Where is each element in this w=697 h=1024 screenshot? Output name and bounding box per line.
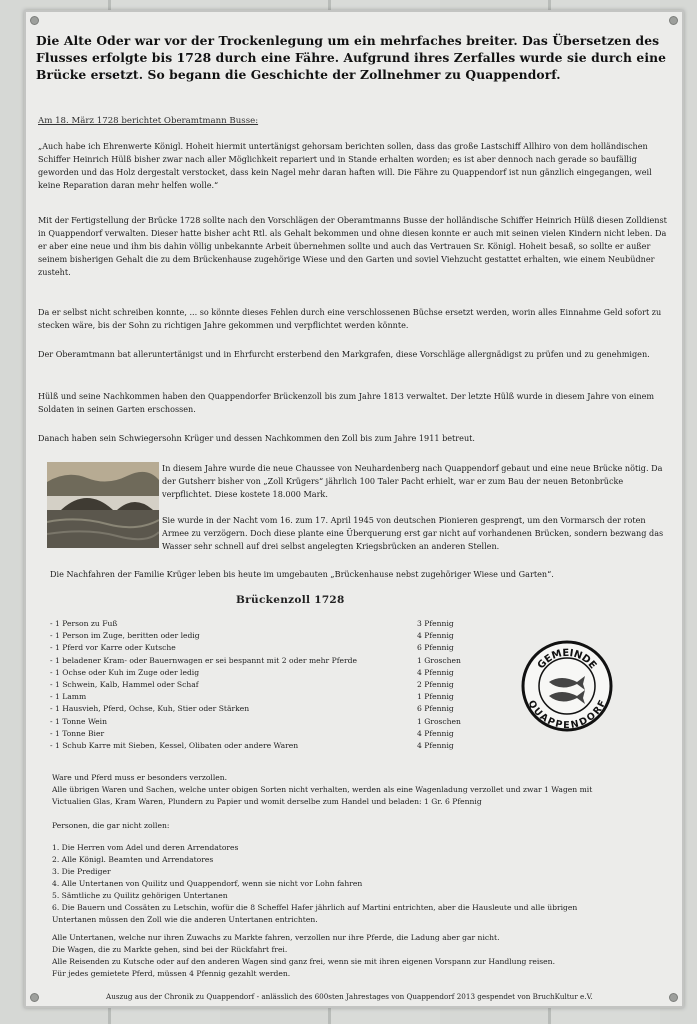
quote-paragraph: „Auch habe ich Ehrenwerte Königl. Hoheit hiermit untertänigst gehorsam berichten sollen, dass das große Lastschiff Allhiro von dem holländischen Schiffer Heinrich Hülß bisher zwar nach aller Möglichkeit repariert und in Stande erhalten worden; es ist aber dennoch nach gerade so baufällig geworden und das Holz dergestalt verstocket, dass kein Nagel mehr daran haften will. Die Fähre zu Quappendorf ist nun gänzlich eingegangen, weil keine Reparation daran mehr helfen wolle.“	[38, 141, 652, 190]
toll-row: - 1 Lamm 1 Pfennig	[50, 692, 454, 702]
screw-icon	[30, 993, 39, 1002]
photo-paragraph: In diesem Jahre wurde die neue Chaussee von Neuhardenberg nach Quappendorf gebaut und eine neue Brücke nötig. Da der Gutsherr bisher von „Zoll Krügers“ jährlich 100 Taler Pacht erhielt, war er zum Bau der neuen Betonbrücke verpflichtet. Diese kostete 18.000 Mark.	[162, 463, 663, 499]
history-paragraph: Mit der Fertigstellung der Brücke 1728 sollte nach den Vorschlägen der Oberamtmanns Busse der holländische Schiffer Heinrich Hülß diesen Zolldienst in Quappendorf verwalten. Dieser hatte bisher acht Rtl. als Gehalt bekommen und ohne diesen konnte er auch mit seinen vielen Kindern nicht leben. Da er aber eine neue und ihm bis dahin völlig unbekannte Arbeit übernehmen sollte und auch das Vertrauen Sr. Königl. Hoheit besaß, so sollte er außer seinem bisherigen Gehalt die zu dem Brückenhause zugehörige Wiese und den Garten und soviel Viehzucht gestattet erhalten, wie einem Neubüdner zusteht.	[38, 215, 667, 277]
closing-rules: Alle Untertanen, welche nur ihren Zuwachs zu Markte fahren, verzollen nur ihre Pferde, die Ladung aber gar nicht. Die Wagen, die zu Markte gehen, sind bei der Rückfahrt frei. Alle Reisenden zu Kutsche oder auf den anderen Wagen sind ganz frei, wenn sie mit ihren eigenen Vorspann zur Handlung reisen. Für jedes gemietete Pferd, müssen 4 Pfennig gezahlt werden.	[52, 933, 555, 978]
toll-row: - 1 Schub Karre mit Sieben, Kessel, Olibaten oder andere Waren 4 Pfennig	[50, 741, 454, 751]
history-paragraph: Danach haben sein Schwiegersohn Krüger und dessen Nachkommen den Zoll bis zum Jahre 1911 betreut.	[38, 433, 476, 443]
toll-row: - 1 Schwein, Kalb, Hammel oder Schaf 2 Pfennig	[50, 680, 454, 690]
toll-row: - 1 Person zu Fuß 3 Pfennig	[50, 619, 454, 628]
photo-paragraph: Sie wurde in der Nacht vom 16. zum 17. April 1945 von deutschen Pionieren gesprengt, um den Vormarsch der roten Armee zu verzögern. Doch diese plante eine Überquerung erst gar nicht auf vorhandenen Brücken, sondern bezwang das Wasser sehr schnell auf drei selbst angelegten Kriegsbrücken an anderen Stellen.	[162, 515, 664, 551]
exempt-list: 1. Die Herren vom Adel und deren Arrendatores 2. Alle Königl. Beamten und Arrendatores 3. Die Prediger 4. Alle Untertanen von Quilitz und Quappendorf, wenn sie nicht vor Lohn fahren 5. Sämtliche zu Quilitz gehörigen Untertanen 6. Die Bauern und Cossäten zu Letschin, wofür die 8 Scheffel Hafer jährlich auf Martini entrichten, aber die Hausleute und alle übrigen Untertanen müssen den Zoll wie die anderen Untertanen entrichten.	[52, 843, 578, 924]
screw-icon	[30, 16, 39, 25]
exempt-title: Personen, die gar nicht zollen:	[52, 821, 170, 830]
wares-text: Ware und Pferd muss er besonders verzollen. Alle übrigen Waren und Sachen, welche unter obigen Sorten nicht verhalten, werden als eine Wagenladung verzollet und zwar 1 Wagen mit Victualien Glas, Kram Waren, Plundern zu Papier und womit derselbe zum Handel und beladen: 1 Gr. 6 Pfennig	[52, 773, 593, 806]
report-subheading: Am 18. März 1728 berichtet Oberamtmann Busse:	[38, 116, 259, 126]
toll-row: - 1 Tonne Wein 1 Groschen	[50, 716, 461, 726]
municipality-seal-icon	[521, 640, 613, 732]
descendants-text: Die Nachfahren der Familie Krüger leben bis heute im umgebauten „Brückenhause nebst zugehöriger Wiese und Garten“.	[50, 569, 554, 579]
toll-row: - 1 Hausvieh, Pferd, Ochse, Kuh, Stier oder Stärken 6 Pfennig	[50, 704, 454, 714]
history-paragraph: Da er selbst nicht schreiben konnte, ... so könnte dieses Fehlen durch eine verschlossenen Büchse ersetzt werden, worin alles Einnahme Geld sofort zu stecken wäre, bis der Sohn zu richtigen Jahre gekommen und verpflichtet werden könnte.	[38, 307, 662, 330]
toll-table	[50, 618, 470, 752]
seal-bottom-text: QUAPPENDORF	[525, 698, 609, 732]
toll-row: - 1 beladener Kram- oder Bauernwagen er sei bespannt mit 2 oder mehr Pferde 1 Groschen	[50, 655, 461, 665]
toll-row: - 1 Person im Zuge, beritten oder ledig 4 Pfennig	[50, 631, 454, 641]
information-sign	[24, 10, 684, 1008]
screw-icon	[669, 16, 678, 25]
screw-icon	[669, 993, 678, 1002]
seal-top-text: GEMEINDE	[535, 647, 599, 672]
toll-row: - 1 Ochse oder Kuh im Zuge oder ledig 4 Pfennig	[50, 667, 454, 677]
bridge-photo	[47, 462, 159, 548]
toll-row: - 1 Tonne Bier 4 Pfennig	[50, 728, 454, 738]
footer-credit: Auszug aus der Chronik zu Quappendorf - anlässlich des 600sten Jahrestages von Quappendorf 2013 gespendet von BruchKultur e.V.	[106, 992, 593, 1001]
toll-table-title: Brückenzoll 1728	[236, 594, 345, 606]
sign-heading: Die Alte Oder war vor der Trockenlegung um ein mehrfaches breiter. Das Übersetzen des Flusses erfolgte bis 1728 durch eine Fähre. Aufgrund ihres Zerfalles wurde sie durch eine Brücke ersetzt. So begann die Geschichte der Zollnehmer zu Quappendorf.	[36, 33, 667, 82]
history-paragraph: Der Oberamtmann bat alleruntertänigst und in Ehrfurcht ersterbend den Markgrafen, diese Vorschläge allergnädigst zu prüfen und zu genehmigen.	[38, 349, 650, 359]
toll-row: - 1 Pferd vor Karre oder Kutsche 6 Pfennig	[50, 643, 454, 653]
history-paragraph: Hülß und seine Nachkommen haben den Quappendorfer Brückenzoll bis zum Jahre 1813 verwaltet. Der letzte Hülß wurde in diesem Jahre von einem Soldaten in seinen Garten erschossen.	[38, 391, 655, 414]
